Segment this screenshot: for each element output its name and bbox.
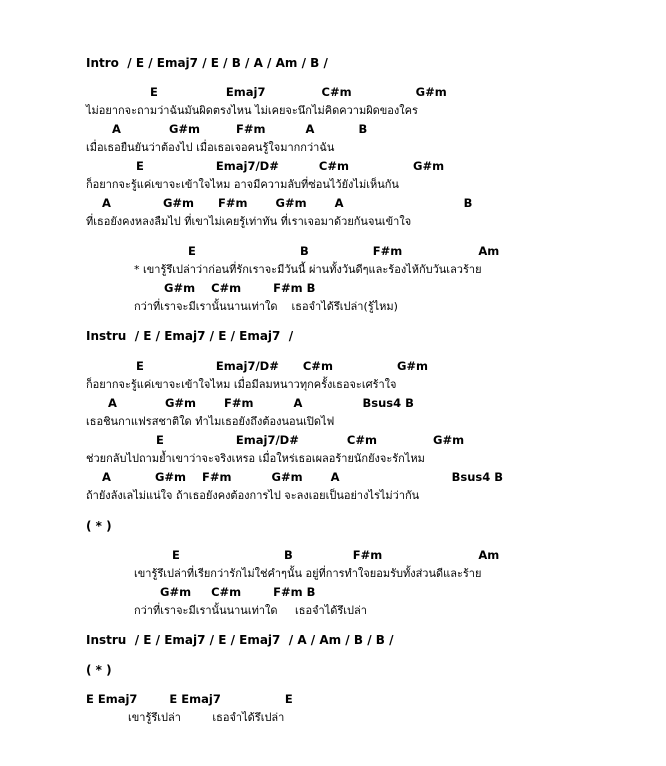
instru-line: Instru / E / Emaj7 / E / Emaj7 / (86, 329, 294, 343)
chord-line: E B F#m Am (188, 244, 500, 258)
chord-line: A G#m F#m G#m A B (102, 196, 473, 210)
lyric-line: เขารู้รึเปล่า เธอจำได้รึเปล่า (128, 711, 285, 724)
chord-line: E Emaj7/D# C#m G#m (136, 159, 445, 173)
chord-line: G#m C#m F#m B (160, 585, 316, 599)
chorus-repeat-marker: ( * ) (86, 519, 112, 533)
lyric-line: ที่เธอยังคงหลงลืมไป ที่เขาไม่เคยรู้เท่าทัน ที่เราเจอมาด้วยกันจนเข้าใจ (86, 215, 412, 228)
chord-line: E Emaj7 C#m G#m (150, 85, 447, 99)
chorus-repeat-marker: ( * ) (86, 663, 112, 677)
lyric-line: กว่าที่เราจะมีเรานั้นนานเท่าใด เธอจำได้รึเปล่า (134, 604, 367, 617)
chord-line: A G#m F#m A B (112, 122, 368, 136)
lyric-line: ถ้ายังลังเลไม่แน่ใจ ถ้าเธอยังคงต้องการไป จะลงเอยเป็นอย่างไรไม่ว่ากัน (86, 489, 420, 502)
chord-line: E Emaj7 E Emaj7 E (86, 692, 293, 706)
chord-line: E Emaj7/D# C#m G#m (136, 359, 429, 373)
chord-line: G#m C#m F#m B (164, 281, 316, 295)
chord-line: E B F#m Am (172, 548, 500, 562)
intro-line: Intro / E / Emaj7 / E / B / A / Am / B / (86, 56, 328, 70)
lyric-line: ช่วยกลับไปถามย้ำเขาว่าจะจริงเหรอ เมื่อใหร่เธอเผลอร้ายนักยังจะรักไหม (86, 452, 425, 465)
chord-line: A G#m F#m A Bsus4 B (108, 396, 414, 410)
chord-line: A G#m F#m G#m A Bsus4 B (102, 470, 504, 484)
lyric-line: เธอชินกาแฟรสชาติใด ทำไมเธอยังถึงต้องนอนเปิดไฟ (86, 415, 335, 428)
lyric-line: * เขารู้รึเปล่าว่าก่อนที่รักเราจะมีวันนี้ ผ่านทั้งวันดีๆและร้องไห้กับวันเลวร้าย (134, 263, 482, 276)
lyric-line: ก็อยากจะรู้แค่เขาจะเข้าใจไหม อาจมีความลับที่ซ่อนไว้ยังไม่เห็นกัน (86, 178, 399, 191)
lyric-line: กว่าที่เราจะมีเรานั้นนานเท่าใด เธอจำได้รึเปล่า(รู้ไหม) (134, 300, 398, 313)
lyric-line: ไม่อยากจะถามว่าฉันมันผิดตรงไหน ไม่เคยจะนึกไม่คิดความผิดของใคร (86, 104, 418, 117)
lyric-line: ก็อยากจะรู้แค่เขาจะเข้าใจไหม เมื่อมีลมหนาวทุกครั้งเธอจะเศร้าใจ (86, 378, 397, 391)
chord-line: E Emaj7/D# C#m G#m (156, 433, 465, 447)
lyric-line: เขารู้รึเปล่าที่เรียกว่ารักไม่ใช่คำๆนั้น อยู่ที่การทำใจยอมรับทั้งส่วนดีและร้าย (134, 567, 482, 580)
instru-line: Instru / E / Emaj7 / E / Emaj7 / A / Am / B / B / (86, 633, 394, 647)
lyric-line: เมื่อเธอยืนยันว่าต้องไป เมื่อเธอเจอคนรู้ใจมากกว่าฉัน (86, 141, 335, 154)
